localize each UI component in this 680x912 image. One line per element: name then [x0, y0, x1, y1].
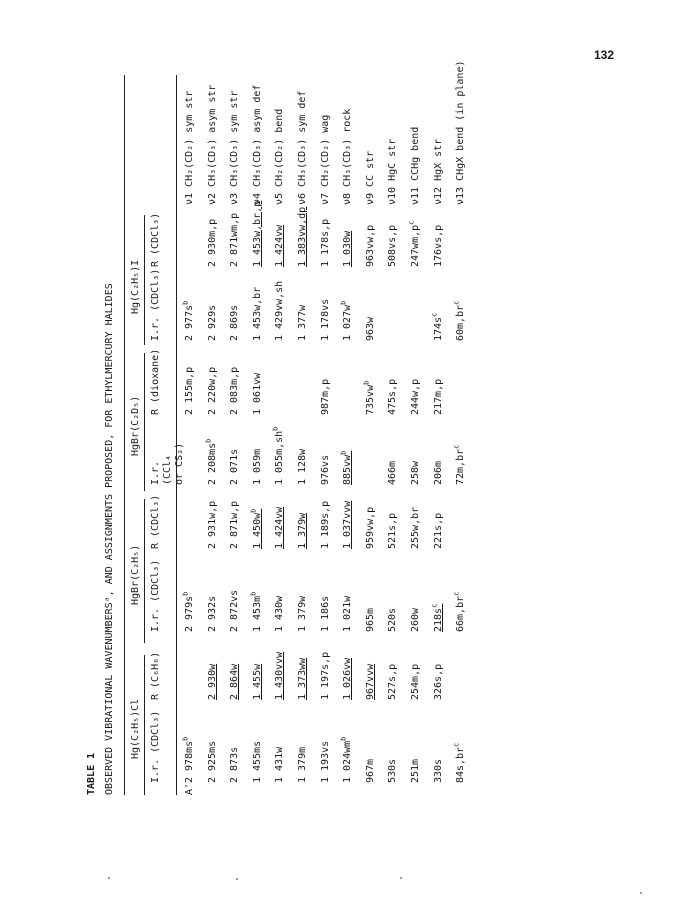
scan-mark	[236, 878, 238, 880]
column-group-header: Hg(C₂H₅)Cl	[130, 698, 141, 759]
table-cell: 260w	[410, 607, 421, 632]
table-cell: 2 873s	[229, 746, 241, 783]
table-cell: 2 925ms	[206, 740, 218, 783]
column-group-header: Hg(C₂H₅)I	[130, 259, 141, 314]
scan-mark	[400, 877, 402, 879]
table-cell: 1 379w	[297, 512, 308, 549]
table-cell: 520s	[387, 607, 399, 632]
table-cell: 963w	[364, 316, 376, 341]
table-cell: 1 455w	[251, 663, 263, 700]
table-cell: 963vw,p	[364, 224, 376, 267]
table-cell: 1 $024wm^b$	[339, 736, 354, 783]
table-cell: 2 932s	[206, 595, 218, 632]
table-cell: 255w,br	[410, 506, 421, 549]
table-cell: 967vvw	[364, 663, 376, 700]
table-cell: 1 379m	[297, 746, 308, 783]
table-cell: 1 026vw	[342, 657, 354, 700]
table-cell: $84s,br^c$	[452, 742, 467, 783]
group-rule	[144, 655, 145, 795]
assignment-label: ν13 CHgX bend (in plane)	[455, 60, 467, 205]
group-rule	[144, 499, 145, 643]
table-cell: 2 $208ms^b$	[204, 438, 218, 485]
assignment-label: ν8 CH₃(CD₃) rock	[342, 108, 354, 205]
table-cell: 2 929s	[206, 304, 218, 341]
table-cell: 1 197s,p	[319, 651, 331, 700]
assignment-label: ν2 CH₃(CD₃) asym str	[206, 84, 218, 205]
page-number: 132	[594, 48, 615, 62]
table-cell: 2 071s	[229, 448, 241, 485]
assignment-label: ν4 CH₃(CD₃) asym def	[251, 84, 263, 205]
table-cell: 976vs	[319, 454, 331, 485]
table-cell: $247wm,p^c$	[407, 220, 421, 267]
table-cell: $735vw^b$	[362, 380, 376, 415]
scan-mark	[640, 892, 642, 894]
column-group-header: HgBr(C₂D₅)	[130, 395, 141, 456]
assignment-label: ν1 CH₂(CD₂) sym str	[184, 90, 195, 205]
table-cell: 254m,p	[410, 663, 421, 700]
table-cell: 530s	[387, 758, 399, 783]
table-cell: 2 864w	[229, 663, 241, 700]
table-cell: 1 037vvw	[342, 500, 354, 549]
table-cell: 959vw,p	[364, 506, 376, 549]
table-cell: 2 869s	[229, 304, 241, 341]
table-cell: 1 379w	[297, 595, 308, 632]
table-cell: 217m,p	[432, 378, 444, 415]
scan-mark	[108, 877, 110, 879]
assignment-label: ν7 CH₂(CD₂) wag	[319, 114, 331, 205]
table-cell: 1 128w	[297, 448, 308, 485]
table-cell: 1 383vw,dp	[297, 206, 308, 267]
column-header: I.r. (CDCl₃)	[150, 268, 161, 341]
table-cell: 1 453w,br,p	[251, 200, 263, 267]
table-cell: 2 $978ms^b$	[181, 736, 195, 783]
table-cell: $218s^c$	[430, 603, 444, 632]
header-rule	[176, 75, 177, 795]
assignment-label: ν5 CH₂(CD₂) bend	[274, 108, 286, 205]
table-cell: 2 872vs	[229, 589, 241, 632]
table-cell: 2 $979s^b$	[181, 591, 195, 632]
group-rule	[144, 215, 145, 345]
table-label: TABLE 1	[86, 752, 97, 795]
table-cell: 244w,p	[410, 378, 421, 415]
table-cell: 1 455ms	[251, 740, 263, 783]
column-header: R (CDCl₃)	[150, 494, 161, 549]
column-header: I.r. (CDCl₃)	[150, 710, 161, 783]
table-cell: $66m,br^c$	[452, 591, 467, 632]
table-cell: 258w	[410, 460, 421, 485]
table-cell: 1 059m	[251, 448, 263, 485]
table-cell: 1 424vw	[274, 224, 286, 267]
table-cell: 1 424vw	[274, 506, 286, 549]
table-cell: 1 373ww	[297, 657, 308, 700]
table-cell: 2 871wm,p	[229, 212, 241, 267]
table-cell: 466m	[387, 460, 399, 485]
assignment-label: ν9 CC str	[364, 150, 376, 205]
group-rule	[144, 353, 145, 491]
assignment-label: ν12 HgX str	[432, 138, 444, 205]
column-group-header: HgBr(C₂H₅)	[130, 544, 141, 605]
table-cell: 508vs,p	[387, 224, 399, 267]
table-cell: 1 $450w^b$	[249, 508, 263, 549]
table-cell: 1 189s,p	[319, 500, 331, 549]
table-cell: 2 871w,p	[229, 500, 241, 549]
table-cell: 1 186s	[319, 595, 331, 632]
column-header: R (CDCl₃)	[150, 212, 161, 267]
table-cell: 987m,p	[319, 378, 331, 415]
column-header: R (dioxane)	[150, 348, 161, 415]
table-cell: 1 021w	[342, 595, 354, 632]
column-header: R (C₆H₆)	[150, 651, 161, 700]
assignment-label: ν6 CH₃(CD₃) sym def	[297, 90, 308, 205]
table-cell: 2 083m,p	[229, 366, 241, 415]
table-cell: $72m,br^c$	[452, 444, 467, 485]
table-cell: 206m	[432, 460, 444, 485]
assignment-label: ν3 CH₃(CD₃) sym str	[229, 90, 241, 205]
table-cell: 221s,p	[432, 512, 444, 549]
table-cell: 2 155m,p	[184, 366, 195, 415]
table-cell: 1 030w	[342, 230, 354, 267]
table-cell: 475s,p	[387, 378, 399, 415]
table-cell: 1 430w	[274, 595, 286, 632]
table-cell: 1 178s,p	[319, 218, 331, 267]
symmetry-label: A'	[184, 782, 195, 795]
table-cell: 1 430vvw	[274, 651, 286, 700]
table-top-rule	[124, 75, 125, 795]
table-cell: 1 $055m,sh^b$	[272, 426, 286, 485]
table-cell: 527s,p	[387, 663, 399, 700]
table-cell: 1 453w,br	[251, 286, 263, 341]
table-cell: 1 429vw,sh	[274, 280, 286, 341]
table-cell: 2 220w,p	[206, 366, 218, 415]
table-cell: 2 930m,p	[206, 218, 218, 267]
table-caption: OBSERVED VIBRATIONAL WAVENUMBERSᵃ, AND ASSIGNMENTS PROPOSED, FOR ETHYLMERCURY HALIDES	[104, 283, 115, 795]
table-cell: 176vs,p	[432, 224, 444, 267]
column-header: I.r. (CCl₄ or CS₂)	[150, 442, 185, 485]
assignment-label: ν10 HgC str	[387, 138, 399, 205]
rotated-table-block	[80, 0, 500, 795]
table-cell: 2 $977s^b$	[181, 300, 195, 341]
table-cell: 2 930w	[206, 663, 218, 700]
table-cell: 967m	[364, 758, 376, 783]
column-header: I.r. (CDCl₃)	[150, 559, 161, 632]
table-cell: 1 377w	[297, 304, 308, 341]
table-cell: 1 $453m^b$	[249, 591, 263, 632]
assignment-label: ν11 CCHg bend	[410, 126, 421, 205]
table-cell: 330s	[432, 758, 444, 783]
table-cell: 2 931w,p	[206, 500, 218, 549]
table-cell: 1 178vs	[319, 298, 331, 341]
table-cell: 326s,p	[432, 663, 444, 700]
table-cell: 1 431w	[274, 746, 286, 783]
table-cell: $885vw^b$	[339, 450, 354, 485]
table-cell: 1 193vs	[319, 740, 331, 783]
table-cell: 521s,p	[387, 512, 399, 549]
table-cell: 965m	[364, 607, 376, 632]
table-cell: $60m,br^c$	[452, 300, 467, 341]
table-cell: 1 061vw	[251, 372, 263, 415]
table-cell: 251m	[410, 758, 421, 783]
table-cell: 1 $027w^b$	[339, 300, 354, 341]
table-cell: $174s^c$	[430, 312, 444, 341]
